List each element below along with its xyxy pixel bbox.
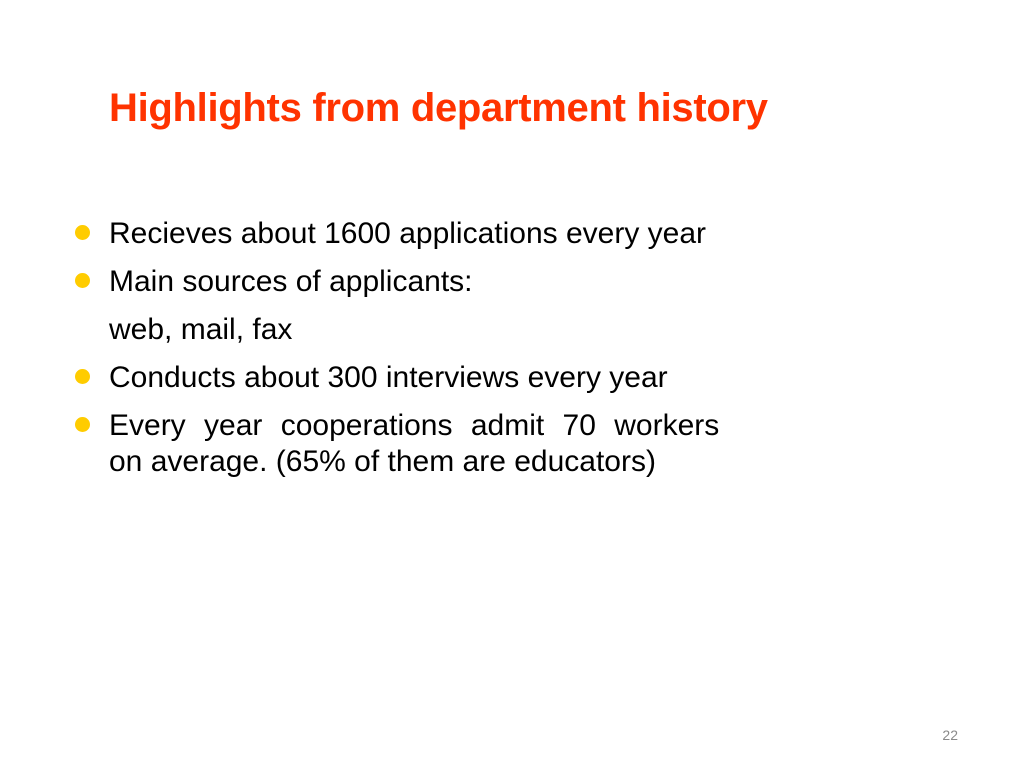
bullet-icon	[75, 273, 90, 288]
bullet-text-line-2: on average. (65% of them are educators)	[109, 445, 656, 478]
bullet-text-line-1: Every year cooperations admit 70 workers	[109, 409, 720, 442]
bullet-icon	[75, 225, 90, 240]
bullet-icon	[75, 417, 90, 432]
list-item	[72, 264, 842, 300]
bullet-icon	[75, 369, 90, 384]
page-number: 22	[942, 727, 958, 743]
bullet-text: Conducts about 300 interviews every year	[109, 361, 668, 394]
list-item	[72, 408, 842, 480]
bullet-continuation: web, mail, fax	[109, 313, 293, 346]
bullet-text: Main sources of applicants:	[109, 265, 473, 298]
slide-title: Highlights from department history	[109, 86, 768, 130]
list-item	[72, 216, 842, 252]
bullet-text: Recieves about 1600 applications every year	[109, 217, 707, 250]
list-item	[72, 360, 842, 396]
bullet-list	[72, 216, 842, 492]
